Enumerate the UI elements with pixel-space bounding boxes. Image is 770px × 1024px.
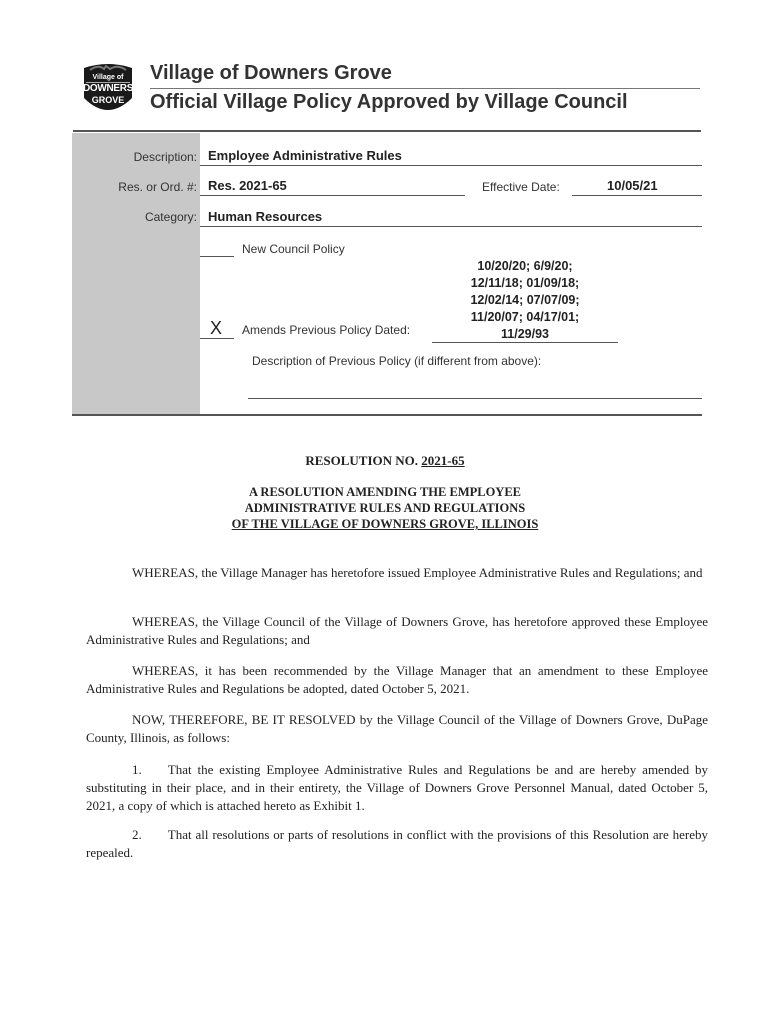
effective-date-line	[572, 195, 702, 196]
resolution-number-value: 2021-65	[421, 453, 465, 468]
res-number-line	[200, 195, 465, 196]
label-column-background	[72, 133, 200, 415]
previous-date-4: 11/20/07; 04/17/01;	[470, 310, 580, 324]
new-policy-checkbox-line	[200, 256, 234, 257]
logo-text-top: Village of	[92, 74, 124, 81]
logo-text-bottom: GROVE	[91, 95, 125, 105]
previous-description-line	[248, 398, 702, 399]
description-label: Description:	[133, 150, 197, 164]
amends-label: Amends Previous Policy Dated:	[242, 323, 411, 337]
header-divider	[150, 88, 700, 89]
resolution-title	[0, 484, 770, 532]
new-policy-label: New Council Policy	[242, 242, 345, 256]
resolution-title-line-1: A RESOLUTION AMENDING THE EMPLOYEE	[248, 485, 522, 499]
resolution-number-prefix: RESOLUTION NO.	[305, 453, 422, 468]
previous-dates-line	[432, 342, 618, 343]
category-line	[200, 226, 702, 227]
village-logo	[80, 60, 136, 120]
whereas-paragraph-1: WHEREAS, the Village Manager has heretofore issued Employee Administrative Rules and Regulations; and	[132, 565, 703, 580]
res-number-value: Res. 2021-65	[208, 178, 287, 193]
policy-box-bottom-rule	[72, 414, 702, 416]
description-line	[200, 165, 702, 166]
whereas-paragraph-3: WHEREAS, it has been recommended by the Village Manager that an amendment to these Employee Administrative Rules and Regulations be adopted, dated October 5, 2021.	[86, 663, 708, 696]
effective-date-label: Effective Date:	[482, 180, 560, 194]
whereas-paragraph-2: WHEREAS, the Village Council of the Village of Downers Grove, has heretofore approved these Employee Administrative Rules and Regulations; and	[86, 614, 708, 647]
previous-description-label: Description of Previous Policy (if different from above):	[252, 354, 542, 368]
header-bottom-rule	[73, 130, 701, 132]
previous-date-1: 10/20/20; 6/9/20;	[477, 259, 573, 273]
amends-checkbox-line	[200, 338, 234, 339]
section-1-paragraph: 1. That the existing Employee Administrative Rules and Regulations be and are hereby amended by substituting in their place, and in their entirety, the Village of Downers Grove Personnel Manual, dated October 5, 2021, a copy of which is attached hereto as Exhibit 1.	[86, 762, 708, 813]
section-2-paragraph: 2. That all resolutions or parts of resolutions in conflict with the provisions of this Resolution are hereby repealed.	[86, 827, 708, 860]
resolution-number	[0, 453, 770, 469]
res-number-label: Res. or Ord. #:	[118, 180, 197, 194]
effective-date-value: 10/05/21	[607, 178, 658, 193]
resolution-title-line-2: ADMINISTRATIVE RULES AND REGULATIONS	[244, 501, 526, 515]
previous-date-2: 12/11/18; 01/09/18;	[470, 276, 580, 290]
amends-checkmark: X	[210, 318, 223, 338]
resolution-title-line-3: OF THE VILLAGE OF DOWNERS GROVE, ILLINOIS	[231, 517, 539, 531]
previous-date-3: 12/02/14; 07/07/09;	[470, 293, 580, 307]
header-title: Village of Downers Grove	[150, 62, 392, 84]
header-subtitle: Official Village Policy Approved by Village Council	[150, 91, 628, 113]
previous-dates	[432, 258, 618, 343]
description-value: Employee Administrative Rules	[208, 148, 402, 163]
category-label: Category:	[144, 210, 197, 224]
category-value: Human Resources	[208, 209, 323, 224]
logo-text-mid: DOWNERS	[82, 83, 134, 94]
resolved-paragraph: NOW, THEREFORE, BE IT RESOLVED by the Village Council of the Village of Downers Grove, DuPage County, Illinois, as follows:	[86, 712, 708, 745]
previous-date-5: 11/29/93	[501, 327, 549, 341]
